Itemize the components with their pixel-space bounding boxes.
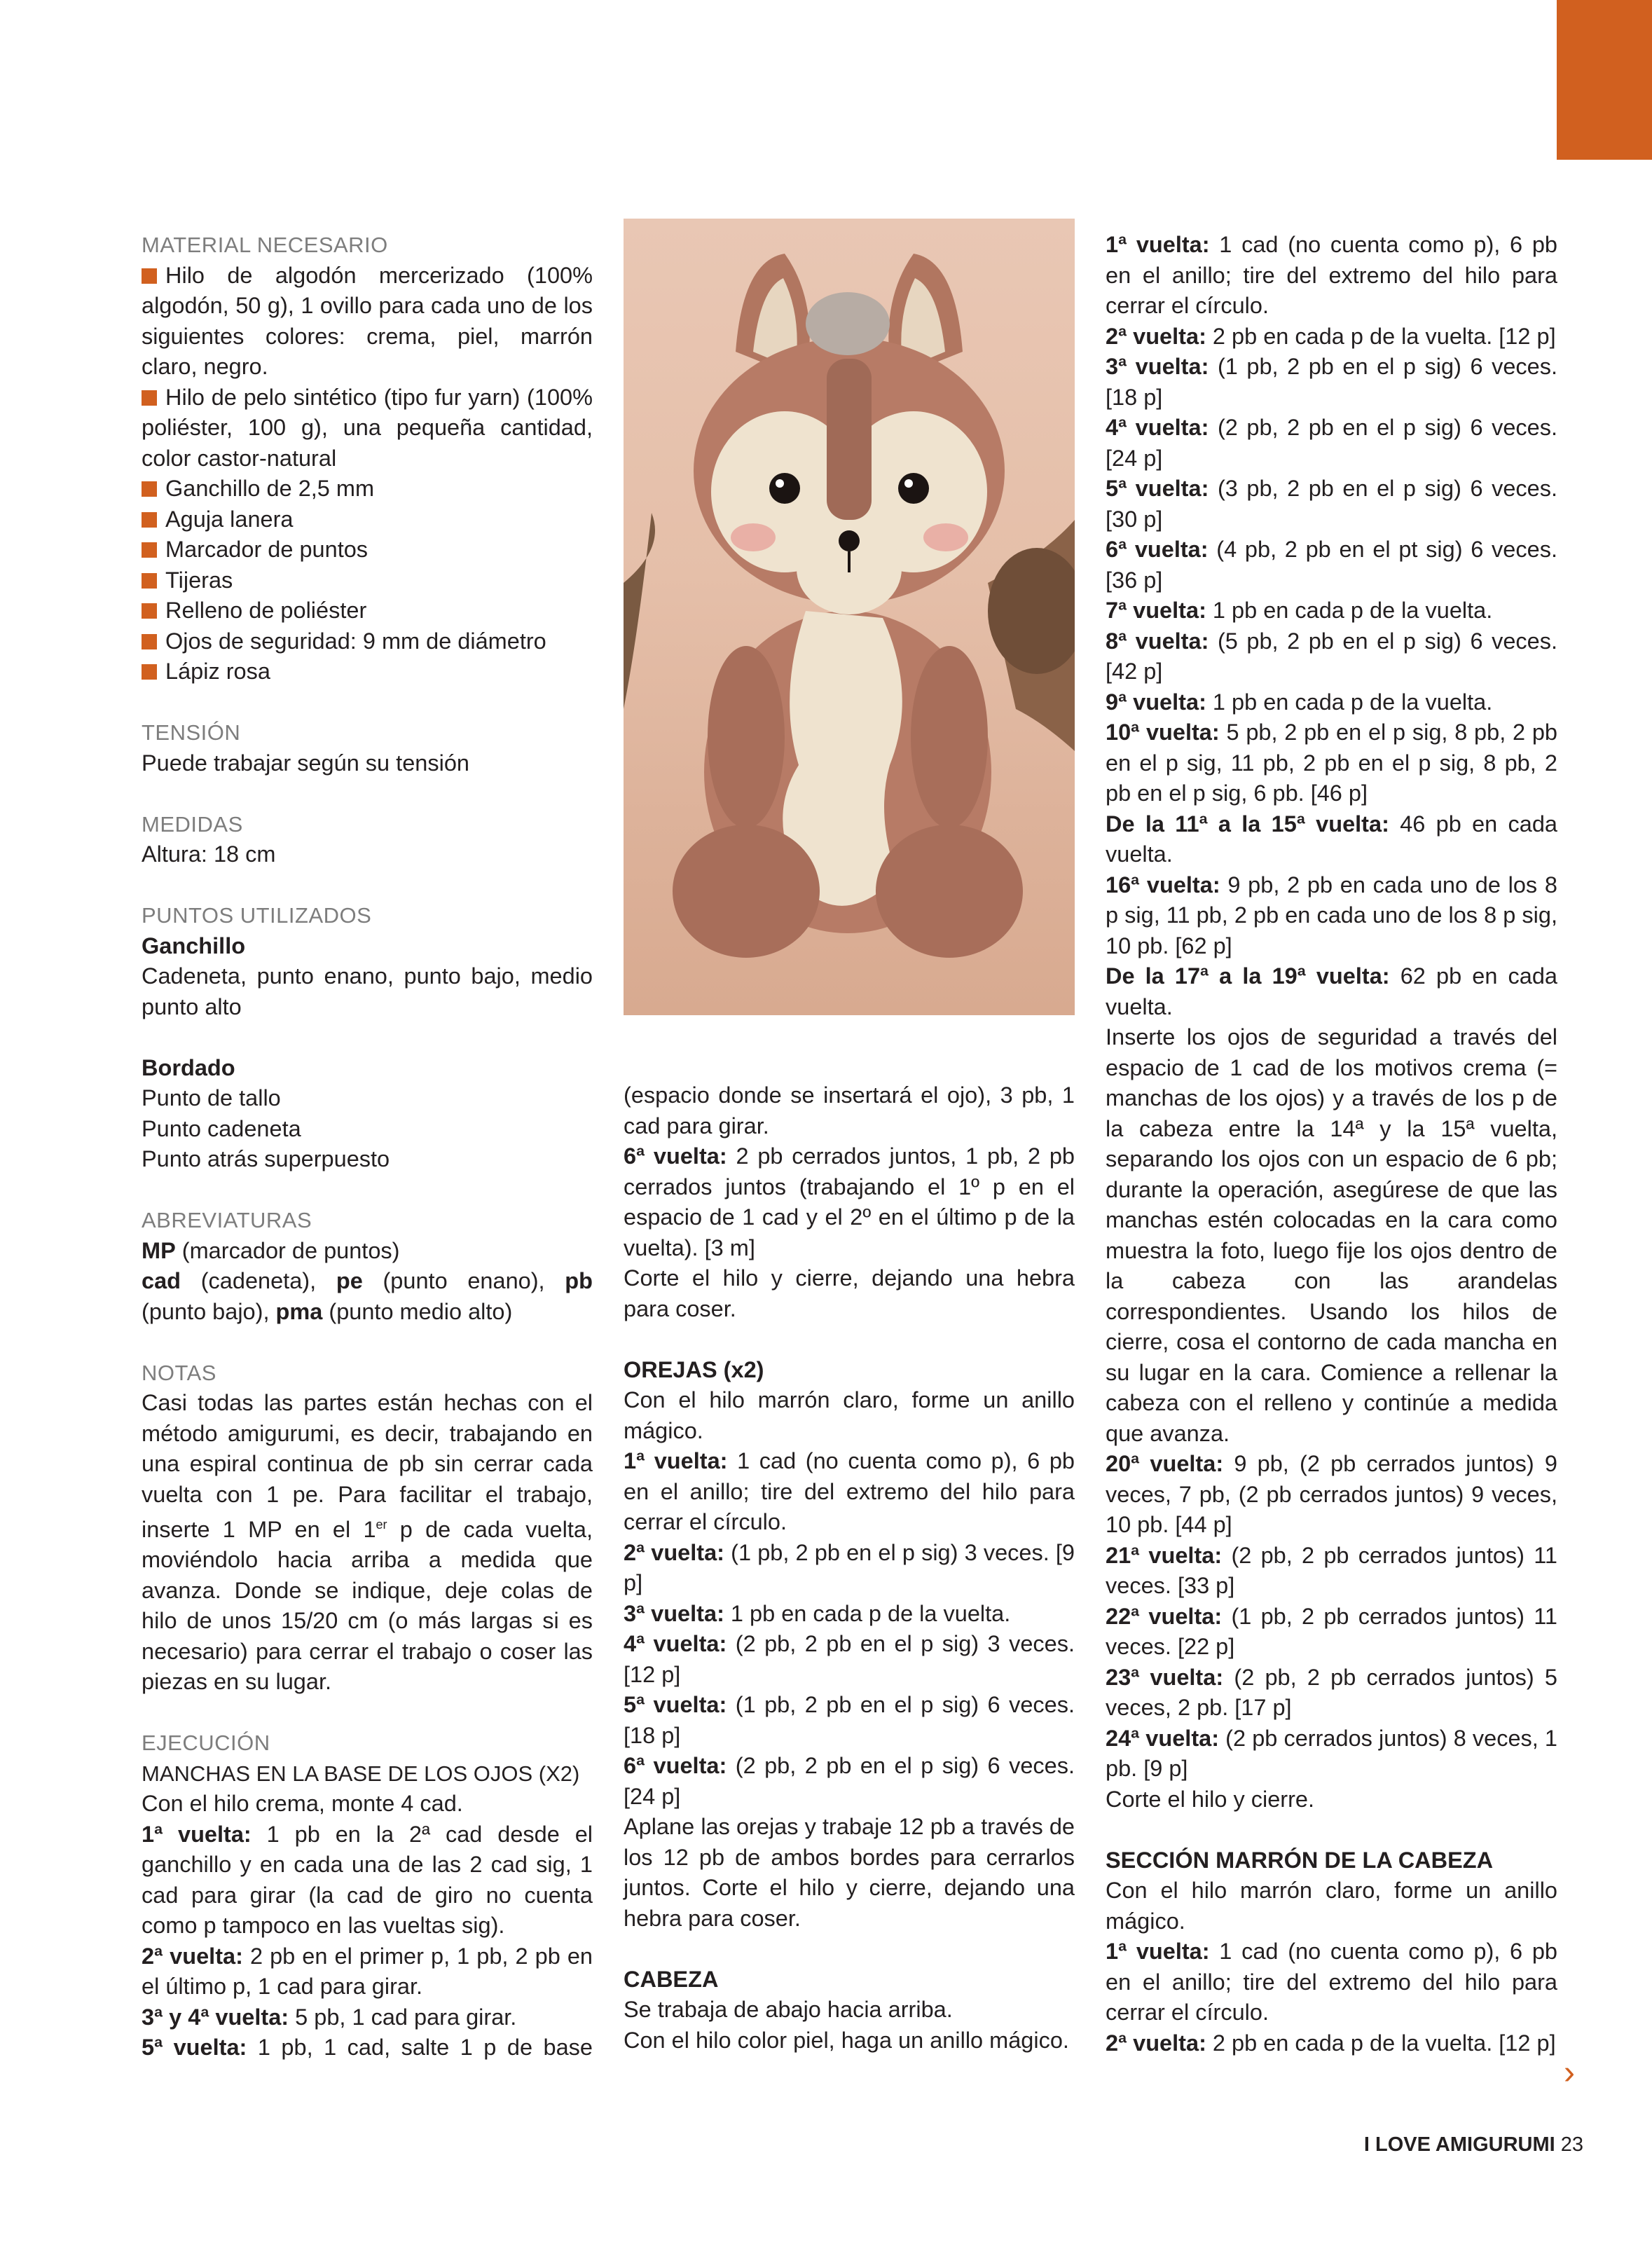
eyes-instructions: Inserte los ojos de seguridad a través del espacio de 1 cad de los motivos crema (= manchas de los ojos) y a través de los p de la cabeza entre la 14ª y la 15ª vuelta, separando los ojos con un espacio de 6 pb; durante la operación, asegúrese de que las manchas estén colocadas en la cara como muestra la foto, luego fije los ojos dentro de la cabeza con las arandelas correspondientes. Usando los hilos de cierre, cosa el contorno de cada mancha en su lugar en la cara. Comience a rellenar la cabeza con el relleno y continúe a medida que avanza. — [1106, 1024, 1557, 1446]
ganchillo-heading: Ganchillo — [142, 933, 246, 958]
pattern-row: 22ª vuelta: (1 pb, 2 pb cerrados juntos) 11 veces. [22 p] — [1106, 1603, 1557, 1659]
pattern-row: 6ª vuelta: (4 pb, 2 pb en el pt sig) 6 veces. [36 p] — [1106, 537, 1557, 593]
pattern-row: 4ª vuelta: (2 pb, 2 pb en el p sig) 6 veces. [24 p] — [1106, 415, 1557, 471]
pattern-row: 4ª vuelta: (2 pb, 2 pb en el p sig) 3 veces. [12 p] — [624, 1631, 1075, 1687]
material-item: Hilo de algodón mercerizado (100% algodón, 50 g), 1 ovillo para cada uno de los siguientes colores: crema, piel, marrón claro, negro. — [142, 261, 593, 383]
pattern-row: 23ª vuelta: (2 pb, 2 pb cerrados juntos) 5 veces, 2 pb. [17 p] — [1106, 1664, 1558, 1720]
abbrev-line: cad (cadeneta), pe (punto enano), pb (punto bajo), pma (punto medio alto) — [142, 1268, 593, 1324]
mancha-continued: (espacio donde se insertará el ojo), 3 pb, 1 cad para girar. — [624, 1082, 1075, 1139]
pattern-row: 3ª vuelta: (1 pb, 2 pb en el p sig) 6 veces. [18 p] — [1106, 354, 1557, 410]
cabeza-line: Se trabaja de abajo hacia arriba. — [624, 1997, 953, 2022]
cabeza-line: Con el hilo color piel, haga un anillo mágico. — [624, 2027, 1069, 2053]
bordado-item: Punto cadeneta — [142, 1115, 301, 1141]
material-item: Hilo de pelo sintético (tipo fur yarn) (100% poliéster, 100 g), una pequeña cantidad, color castor-natural — [142, 383, 593, 474]
page-number: 23 — [1560, 2133, 1583, 2156]
pattern-row: 16ª vuelta: 9 pb, 2 pb en cada uno de los 8 p sig, 11 pb, 2 pb en cada uno de los 8 p sig, 10 pb. [62 p] — [1106, 872, 1557, 958]
squirrel-amigurumi-photo — [624, 219, 1075, 1015]
manchas-intro: Con el hilo crema, monte 4 cad. — [142, 1791, 463, 1817]
pattern-row: 9ª vuelta: 1 pb en cada p de la vuelta. — [1106, 689, 1493, 715]
pattern-row: 20ª vuelta: 9 pb, (2 pb cerrados juntos) 9 veces, 7 pb, (2 pb cerrados juntos) 9 veces, 10 pb. [44 p] — [1106, 1451, 1558, 1537]
pattern-row: 6ª vuelta: (2 pb, 2 pb en el p sig) 6 veces. [24 p] — [624, 1753, 1075, 1809]
bordado-item: Punto atrás superpuesto — [142, 1146, 390, 1171]
bordado-heading: Bordado — [142, 1054, 235, 1080]
notas-heading: NOTAS — [142, 1360, 216, 1385]
orejas-intro: Con el hilo marrón claro, forme un anillo mágico. — [624, 1387, 1075, 1443]
material-item: Ganchillo de 2,5 mm — [142, 474, 593, 504]
seccion-intro: Con el hilo marrón claro, forme un anillo mágico. — [1106, 1878, 1557, 1934]
pattern-row: 1ª vuelta: 1 cad (no cuenta como p), 6 pb en el anillo; tire del extremo del hilo para cerrar el círculo. — [1106, 1939, 1557, 2025]
pattern-row: 2ª vuelta: 2 pb en cada p de la vuelta. [12 p] — [1106, 323, 1556, 349]
abbrev-line: MP (marcador de puntos) — [142, 1237, 400, 1263]
cabeza-heading: CABEZA — [624, 1966, 719, 1992]
material-item: Marcador de puntos — [142, 535, 593, 565]
orejas-outro: Aplane las orejas y trabaje 12 pb a través de los 12 pb de ambos bordes para cerrarlos juntos. Corte el hilo y cierre, dejando una hebra para coser. — [624, 1814, 1075, 1931]
notas-text: Casi todas las partes están hechas con el método amigurumi, es decir, trabajando en una espiral continua de pb sin cerrar cada vuelta con 1 pe. Para facilitar el trabajo, inserte 1 MP en el 1er p de cada vuelta, moviéndolo hacia arriba a medida que avanza. Donde se indique, deje colas de hilo de unos 15/20 cm (o más largas si es necesario) para cerrar el trabajo o coser las piezas en su lugar. — [142, 1390, 593, 1695]
seccion-heading: SECCIÓN MARRÓN DE LA CABEZA — [1106, 1847, 1494, 1873]
column-3 — [1106, 230, 1557, 2058]
puntos-heading: PUNTOS UTILIZADOS — [142, 903, 372, 928]
pattern-row: 2ª vuelta: (1 pb, 2 pb en el p sig) 3 veces. [9 p] — [624, 1539, 1075, 1595]
pattern-row: 2ª vuelta: 2 pb en cada p de la vuelta. [12 p] — [1106, 2030, 1556, 2056]
page-footer — [1364, 2133, 1583, 2157]
material-item: Lápiz rosa — [142, 656, 593, 687]
squirrel-illustration — [624, 219, 1075, 1015]
pattern-row: 1ª vuelta: 1 pb en la 2ª cad desde el ganchillo y en cada una de las 2 cad sig, 1 cad para girar (la cad de giro no cuenta como p tampoco en las vueltas sig). — [142, 1821, 593, 1939]
pattern-row: 7ª vuelta: 1 pb en cada p de la vuelta. — [1106, 598, 1493, 623]
bordado-item: Punto de tallo — [142, 1085, 281, 1110]
abreviaturas-heading: ABREVIATURAS — [142, 1208, 312, 1232]
manchas-heading: MANCHAS EN LA BASE DE LOS OJOS (X2) — [142, 1761, 580, 1786]
pattern-row: 2ª vuelta: 2 pb en el primer p, 1 pb, 2 pb en el último p, 1 cad para girar. — [142, 1943, 593, 2000]
chevron-right-icon[interactable]: › — [1564, 2054, 1575, 2091]
ganchillo-text: Cadeneta, punto enano, punto bajo, medio punto alto — [142, 963, 593, 1019]
medidas-heading: MEDIDAS — [142, 811, 243, 837]
pattern-row: 5ª vuelta: 1 pb, 1 cad, salte 1 p de base — [142, 2035, 593, 2061]
pattern-row: 1ª vuelta: 1 cad (no cuenta como p), 6 pb en el anillo; tire del extremo del hilo para cerrar el círculo. — [1106, 232, 1557, 318]
ejecucion-heading: EJECUCIÓN — [142, 1731, 270, 1756]
magazine-brand: I LOVE AMIGURUMI — [1363, 2133, 1555, 2156]
material-item: Relleno de poliéster — [142, 596, 593, 626]
column-1 — [142, 230, 593, 2063]
pattern-row: 5ª vuelta: (1 pb, 2 pb en el p sig) 6 veces. [18 p] — [624, 1692, 1075, 1748]
pattern-row: 5ª vuelta: (3 pb, 2 pb en el p sig) 6 veces. [30 p] — [1106, 476, 1557, 532]
medidas-text: Altura: 18 cm — [142, 841, 276, 867]
pattern-row: 21ª vuelta: (2 pb, 2 pb cerrados juntos) 11 veces. [33 p] — [1106, 1542, 1557, 1598]
pattern-row: 1ª vuelta: 1 cad (no cuenta como p), 6 pb en el anillo; tire del extremo del hilo para cerrar el círculo. — [624, 1448, 1075, 1534]
pattern-row: 10ª vuelta: 5 pb, 2 pb en el p sig, 8 pb, 2 pb en el p sig, 11 pb, 2 pb en el p sig, 8 pb, 2 pb en el p sig, 6 pb. [46 p] — [1106, 720, 1557, 806]
close-text: Corte el hilo y cierre. — [1106, 1786, 1315, 1812]
material-item: Aguja lanera — [142, 504, 593, 535]
material-item: Ojos de seguridad: 9 mm de diámetro — [142, 626, 593, 657]
pattern-row: 24ª vuelta: (2 pb cerrados juntos) 8 veces, 1 pb. [9 p] — [1106, 1725, 1558, 1781]
tension-text: Puede trabajar según su tensión — [142, 750, 469, 776]
material-heading: MATERIAL NECESARIO — [142, 233, 388, 257]
pattern-row: De la 17ª a la 19ª vuelta: 62 pb en cada vuelta. — [1106, 963, 1557, 1019]
pattern-row: 3ª vuelta: 1 pb en cada p de la vuelta. — [624, 1600, 1011, 1626]
pattern-row: De la 11ª a la 15ª vuelta: 46 pb en cada vuelta. — [1106, 811, 1557, 867]
column-2 — [624, 1080, 1075, 2056]
pattern-row: 3ª y 4ª vuelta: 5 pb, 1 cad para girar. — [142, 2004, 517, 2030]
pattern-row: 6ª vuelta: 2 pb cerrados juntos, 1 pb, 2 pb cerrados juntos (trabajando el 1º p en el espacio de 1 cad y el 2º en el último p de la vuelta). [3 m] — [624, 1143, 1075, 1260]
page-corner-tab — [1557, 0, 1652, 160]
pattern-row: 8ª vuelta: (5 pb, 2 pb en el p sig) 6 veces. [42 p] — [1106, 628, 1557, 684]
orejas-heading: OREJAS (x2) — [624, 1356, 764, 1382]
close-text: Corte el hilo y cierre, dejando una hebra para coser. — [624, 1265, 1075, 1321]
tension-heading: TENSIÓN — [142, 720, 241, 745]
material-item: Tijeras — [142, 565, 593, 596]
